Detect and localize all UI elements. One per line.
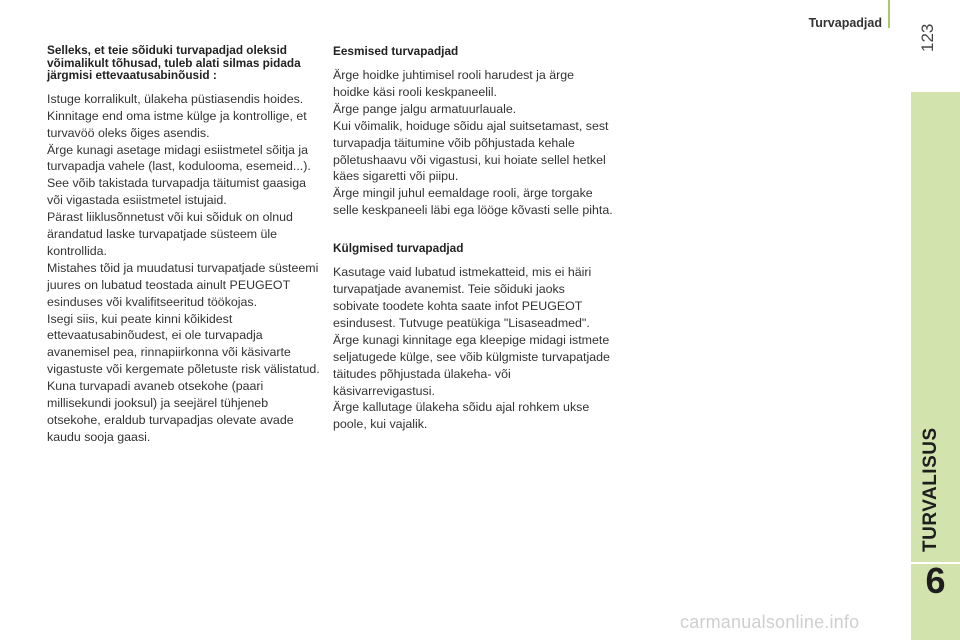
paragraph: Ärge kallutage ülakeha sõidu ajal rohkem ukse poole, kui vajalik. bbox=[333, 400, 590, 432]
paragraph: Ärge mingil juhul eemaldage rooli, ärge torgake selle keskpaneeli läbi ega lööge kõvasti selle pihta. bbox=[333, 186, 613, 218]
header-title: Turvapadjad bbox=[808, 16, 882, 30]
paragraph: Isegi siis, kui peate kinni kõikidest ettevaatusabinõudest, ei ole turvapadja avanemisel pea, rinnapiirkonna või käsivarte vigastuste või kergemate põletuste risk välistatud. Kuna turvapadi avaneb otsekohe (paari millisekundi jooksul) ja seejärel tühjeneb otsekohe, eraldub turvapadjas olevate avade kaudu sooja gaasi. bbox=[47, 311, 320, 444]
right-column bbox=[333, 44, 613, 433]
paragraph: Istuge korralikult, ülakeha püstiasendis hoides. bbox=[47, 91, 304, 106]
paragraph: Kasutage vaid lubatud istmekatteid, mis ei häiri turvapatjade avanemist. Teie sõiduki jaoks sobivate toodete kohta saate infot PEUGEOT esindusest. Tutvuge peatükiga "Lisaseadmed". bbox=[333, 265, 592, 330]
header-divider bbox=[888, 0, 890, 28]
paragraph: See võib takistada turvapadja täitumist gaasiga või vigastada esiistmetel istujaid. bbox=[47, 176, 306, 208]
paragraph: Pärast liiklusõnnetust või kui sõiduk on olnud ärandatud laske turvapatjade süsteem üle kontrollida. bbox=[47, 210, 293, 258]
paragraph: Ärge kunagi asetage midagi esiistmetel sõitja ja turvapadja vahele (last, koduloomа, esemeid...). bbox=[47, 142, 311, 174]
left-column bbox=[47, 44, 325, 446]
section-heading-side-airbags: Külgmised turvapadjad bbox=[333, 241, 464, 256]
chapter-number: 6 bbox=[925, 560, 946, 601]
section-heading-front-airbags: Eesmised turvapadjad bbox=[333, 44, 459, 58]
paragraph: Ärge hoidke juhtimisel rooli harudest ja ärge hoidke käsi rooli keskpaneelil. bbox=[333, 68, 575, 99]
paragraph: Mistahes tõid ja muudatusi turvapatjade süsteemi juures on lubatud teostada ainult PEUGEOT esinduses või kvalifitseeritud töökojas. bbox=[47, 260, 319, 309]
chapter-side-tab bbox=[911, 92, 960, 640]
watermark: carmanualsonline.info bbox=[680, 612, 860, 632]
chapter-label: TURVALISUS bbox=[920, 427, 941, 552]
paragraph: Ärge kunagi kinnitage ega kleepige midagi istmete seljatugede külge, see võib külgmiste turvapatjade täitudes põhjustada ülakeha- või käsivarrevigastusi. bbox=[333, 332, 610, 398]
paragraph: Kui võimalik, hoiduge sõidu ajal suitsetamast, sest turvapadja täitumine võib põhjustada kehale põletushaavu või vigastusi, kui hoiate sellel hetkel käes sigaretti või piipu. bbox=[333, 118, 609, 184]
page-number: 123 bbox=[918, 23, 937, 52]
intro-heading: Selleks, et teie sõiduki turvapadjad oleksid võimalikult tõhusad, tuleb alati silmas pidada järgmisi ettevaatusabinõusid : bbox=[47, 43, 301, 83]
paragraph: Ärge pange jalgu armatuurlauale. bbox=[333, 101, 517, 116]
paragraph: Kinnitage end oma istme külge ja kontrollige, et turvavöö oleks õiges asendis. bbox=[47, 108, 307, 140]
